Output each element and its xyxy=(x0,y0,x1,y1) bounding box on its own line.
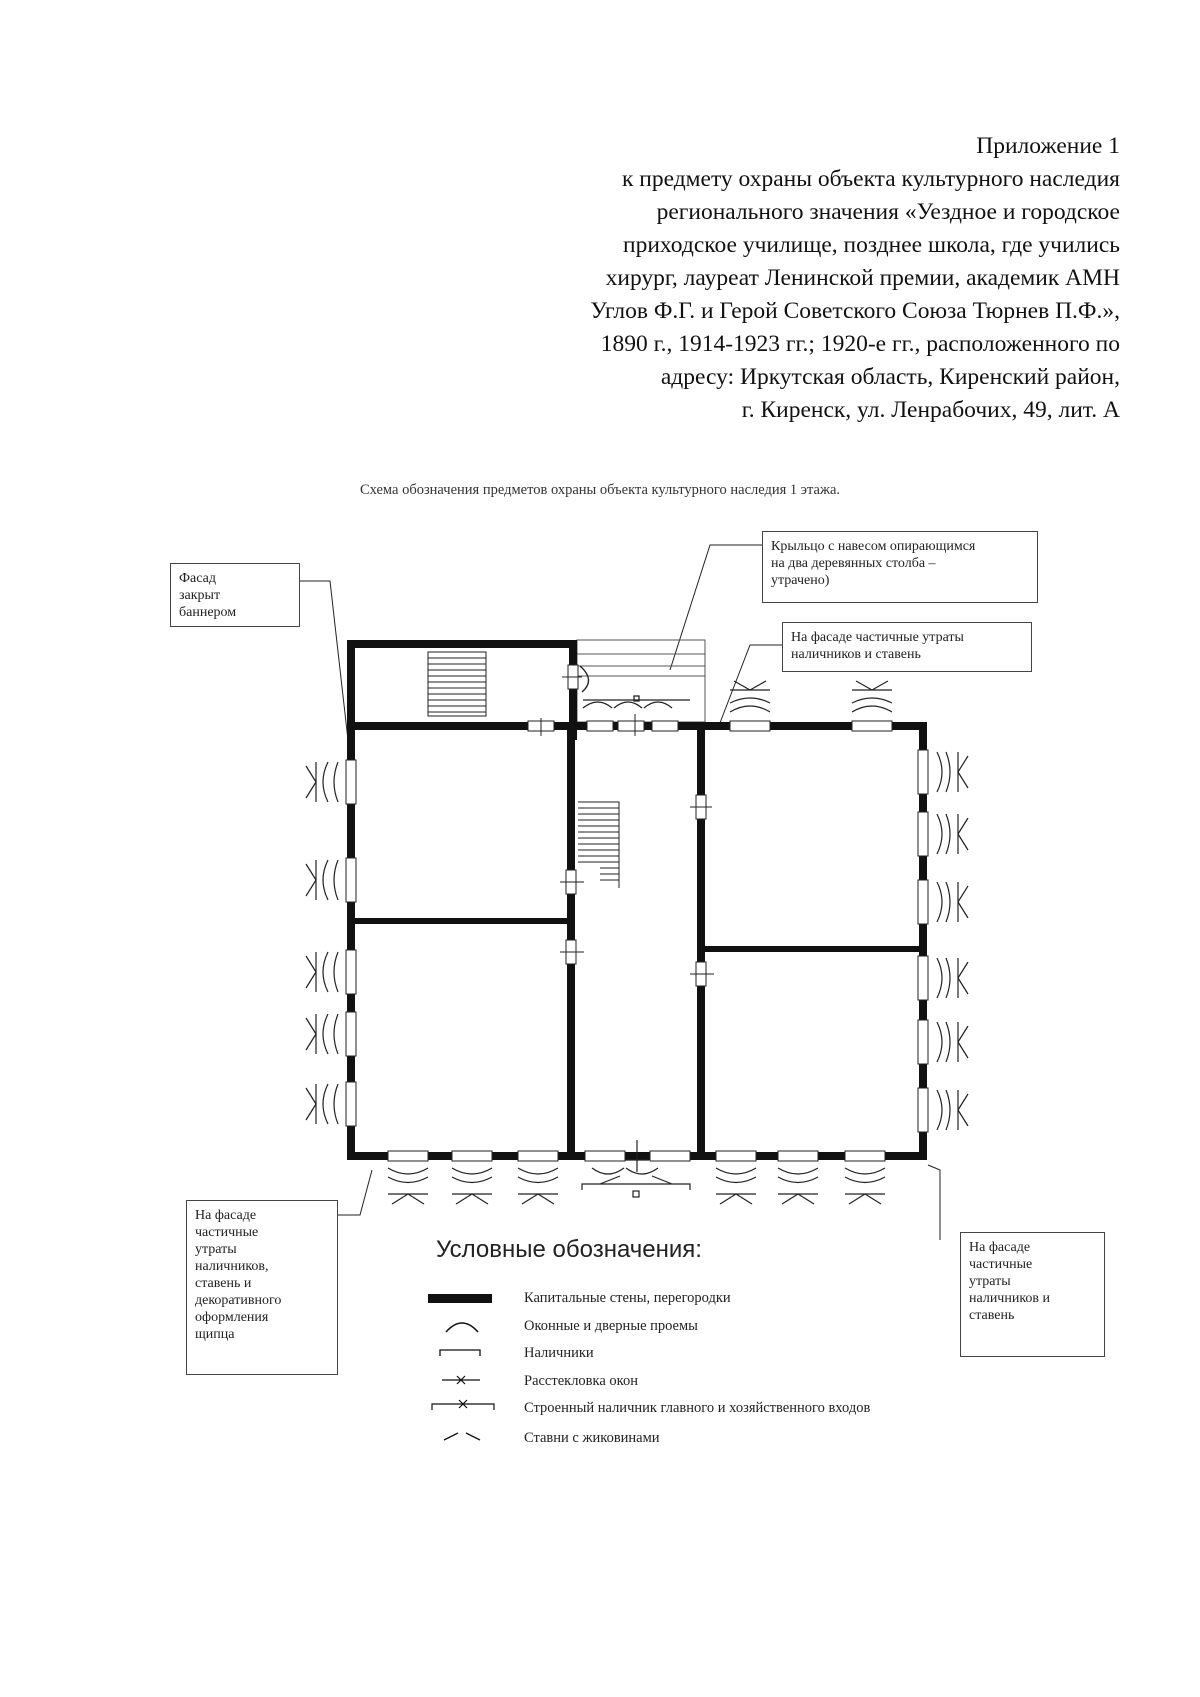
callout-bottom-right xyxy=(960,1232,1105,1357)
wall-bar-icon xyxy=(428,1294,492,1303)
callout-line: ставень и xyxy=(195,1276,252,1291)
left-shutters xyxy=(306,762,338,1124)
callout-line: утраты xyxy=(969,1274,1011,1289)
callout-line: наличников, xyxy=(195,1259,269,1274)
header-line: Приложение 1 xyxy=(976,133,1120,159)
callout-line: частичные xyxy=(195,1225,259,1240)
callout-porch xyxy=(762,531,1038,603)
callout-line: утрачено) xyxy=(771,573,830,588)
legend-label-mullions: Расстекловка окон xyxy=(524,1373,638,1389)
staircase-corridor xyxy=(578,802,619,888)
leader-line-banner xyxy=(300,581,348,740)
callout-line: ставень xyxy=(969,1308,1015,1323)
staircase-upper xyxy=(428,652,486,716)
legend-label-walls: Капитальные стены, перегородки xyxy=(524,1290,731,1306)
header-line: 1890 г., 1914-1923 гг.; 1920-е гг., расположенного по xyxy=(600,331,1120,357)
callout-bottom-left xyxy=(186,1200,338,1375)
callout-line: На фасаде частичные утраты xyxy=(791,630,964,645)
header-line: г. Киренск, ул. Ленрабочих, 49, лит. А xyxy=(741,397,1120,423)
header-line: адресу: Иркутская область, Киренский район, xyxy=(660,364,1120,390)
right-shutters xyxy=(937,752,968,1130)
porch-outline xyxy=(577,640,705,722)
legend-label-openings: Оконные и дверные проемы xyxy=(524,1318,698,1334)
header-line: регионального значения «Уездное и городское xyxy=(656,199,1120,225)
callout-facade-banner xyxy=(170,563,300,627)
callout-line: частичные xyxy=(969,1257,1033,1272)
callout-line: На фасаде xyxy=(195,1208,257,1223)
callout-line: наличников и ставень xyxy=(791,647,921,662)
legend-symbols xyxy=(428,1294,494,1440)
callout-line: Крыльцо с навесом опирающимся xyxy=(771,539,976,554)
scheme-title: Схема обозначения предметов охраны объекта культурного наследия 1 этажа. xyxy=(359,482,841,498)
leader-line-top-facade xyxy=(718,645,782,728)
main-entrance xyxy=(582,1140,690,1197)
callout-line: щипца xyxy=(195,1327,235,1342)
header-line: хирург, лауреат Ленинской премии, академик АМН xyxy=(605,265,1120,291)
shutters-icon xyxy=(444,1433,480,1440)
callout-line: на два деревянных столба – xyxy=(771,556,936,571)
callout-line: утраты xyxy=(195,1242,237,1257)
callout-line: декоративного xyxy=(195,1293,282,1308)
callout-line: закрыт xyxy=(179,588,221,603)
leader-line-bottom-left xyxy=(338,1170,372,1215)
callout-line: оформления xyxy=(195,1310,269,1325)
leader-line-bottom-right xyxy=(928,1165,940,1240)
mullion-icon xyxy=(442,1376,480,1384)
arc-icon xyxy=(446,1323,478,1332)
main-frame-icon xyxy=(432,1400,494,1410)
legend-title: Условные обозначения: xyxy=(436,1236,702,1263)
callout-line: баннером xyxy=(179,605,237,620)
legend-label-main-frame: Строенный наличник главного и хозяйственного входов xyxy=(524,1400,871,1416)
leader-line-porch xyxy=(670,545,762,670)
capital-walls xyxy=(347,640,927,1160)
callout-line: наличников и xyxy=(969,1291,1051,1306)
header-line: к предмету охраны объекта культурного наследия xyxy=(621,166,1120,192)
callout-top-facade xyxy=(782,622,1032,672)
top-shutters xyxy=(730,681,892,712)
header-line: приходское училище, позднее школа, где учились xyxy=(623,232,1120,258)
legend-label-frames: Наличники xyxy=(524,1345,594,1361)
porch-arcs xyxy=(580,666,690,708)
header-line: Углов Ф.Г. и Герой Советского Союза Тюрнев П.Ф.», xyxy=(590,298,1120,324)
callout-line: Фасад xyxy=(179,571,216,586)
wall-openings xyxy=(346,665,928,1161)
frame-icon xyxy=(440,1350,480,1356)
callout-line: На фасаде xyxy=(969,1240,1031,1255)
legend-label-shutters: Ставни с жиковинами xyxy=(524,1430,660,1446)
